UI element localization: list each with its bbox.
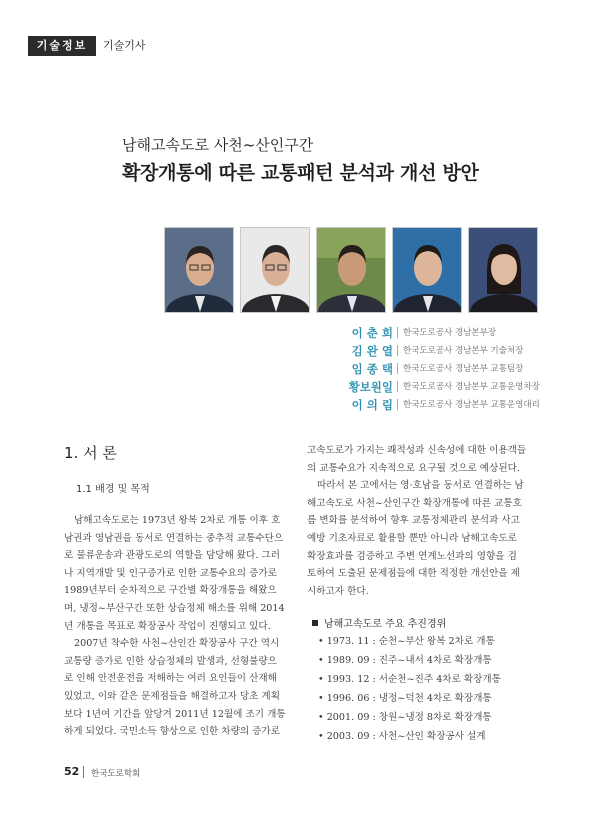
timeline-item: • 2001. 09 : 창원~냉정 8차로 확장개통 — [318, 712, 492, 723]
person-portrait-icon — [241, 228, 310, 313]
body-text-left — [64, 512, 294, 741]
timeline-item: • 1973. 11 : 순천~부산 왕복 2차로 개통 — [318, 636, 495, 647]
text-line: 예방 기초자료로 활용할 뿐만 아니라 남해고속도로 — [307, 532, 517, 544]
text-line: 름 변화를 분석하여 향후 교통정체관리 분석과 사고 — [307, 515, 520, 527]
author-name: 임 종 택 — [351, 362, 393, 376]
text-line: 해고속도로 사천~산인구간 확장개통에 따른 교통호 — [307, 497, 522, 509]
person-portrait-icon — [393, 228, 462, 313]
text-line: 교통량 증가로 인한 상습정체의 발생과, 선형불량으 — [64, 655, 277, 667]
author-photo — [240, 227, 310, 313]
text-line: 남해고속도로는 1973년 왕복 2차로 개통 이후 호 — [74, 515, 281, 526]
text-line: 로 물류운송과 관광도로의 역할을 담당해 왔다. 그러 — [64, 550, 280, 562]
text-line: 2007년 착수한 사천~산인간 확장공사 구간 역시 — [74, 638, 280, 650]
author-affiliation: 한국도로공사 경남본부 교통팀장 — [403, 364, 524, 374]
timeline-heading-text: 남해고속도로 주요 추진경위 — [324, 619, 447, 630]
timeline-item: • 2003. 09 : 사천~산인 확장공사 설계 — [318, 731, 486, 742]
section-tag: 기술정보 — [28, 36, 96, 56]
footer-divider — [83, 766, 84, 778]
author-name: 이 춘 희 — [351, 326, 393, 340]
person-portrait-icon — [469, 228, 538, 313]
author-divider — [397, 399, 398, 410]
section-label: 기술기사 — [103, 39, 146, 52]
running-header — [0, 36, 600, 56]
timeline-item: • 1993. 12 : 서순천~진주 4차로 확장개통 — [318, 674, 501, 685]
author-photo — [316, 227, 386, 313]
author-name: 김 완 열 — [351, 344, 393, 358]
article-title: 확장개통에 따른 교통패턴 분석과 개선 방안 — [122, 162, 479, 184]
text-line: 나 지역개발 및 인구증가로 인한 교통수요의 증가로 — [64, 567, 277, 579]
author-photo — [392, 227, 462, 313]
text-line: 년 개통을 목표로 확장공사 작업이 진행되고 있다. — [64, 620, 271, 632]
author-photo — [468, 227, 538, 313]
section-heading: 1. 서 론 — [64, 444, 117, 462]
timeline-heading — [312, 615, 446, 630]
text-line: 확장효과를 검증하고 주변 연계노선과의 영향을 검 — [307, 550, 517, 562]
author-name: 이 의 림 — [351, 398, 393, 412]
publisher-name: 한국도로학회 — [91, 769, 141, 779]
author-photo — [164, 227, 234, 313]
page-number: 52 — [64, 765, 80, 778]
author-affiliation: 한국도로공사 경남본부 교통운영차장 — [403, 382, 540, 392]
text-line: 고속도로가 가지는 쾌적성과 신속성에 대한 이용객들 — [307, 445, 527, 456]
text-line: 보다 1년여 기간을 앞당겨 2011년 12월에 조기 개통 — [64, 708, 286, 720]
author-affiliation: 한국도로공사 경남본부 교통운영대리 — [403, 400, 540, 410]
text-line: 따라서 본 고에서는 영·호남을 동서로 연결하는 남 — [317, 480, 524, 492]
text-line: 1989년부터 순차적으로 구간별 확장개통을 해왔으 — [64, 585, 277, 597]
text-line: 며, 냉정~부산구간 또한 상습정체 해소를 위해 2014 — [64, 602, 285, 614]
person-portrait-icon — [165, 228, 234, 313]
text-line: 토하여 도출된 문제점들에 대한 적정한 개선안을 제 — [307, 568, 520, 580]
timeline-item: • 1996. 06 : 냉정~덕천 4차로 확장개통 — [318, 693, 492, 704]
text-line: 로 인해 안전운전을 저해하는 여러 요인들이 산재해 — [64, 673, 277, 685]
body-text-right — [307, 442, 539, 600]
author-divider — [397, 345, 398, 356]
text-line: 의 교통수요가 지속적으로 요구될 것으로 예상된다. — [307, 462, 520, 474]
timeline-item: • 1989. 09 : 진주~내서 4차로 확장개통 — [318, 655, 492, 666]
text-line: 하게 되었다. 국민소득 향상으로 인한 차량의 증가로 — [64, 726, 280, 738]
author-divider — [397, 381, 398, 392]
subsection-heading: 1.1 배경 및 목적 — [76, 484, 150, 495]
text-line: 시하고자 한다. — [307, 585, 369, 597]
text-line: 있었고, 이와 같은 문제점들을 해결하고자 당초 계획 — [64, 690, 280, 702]
text-line: 남권과 영남권을 동서로 연결하는 중추적 교통수단으 — [64, 532, 284, 544]
square-bullet-icon — [312, 620, 318, 626]
author-name: 황보원일 — [348, 380, 393, 394]
author-divider — [397, 327, 398, 338]
article-subtitle: 남해고속도로 사천~산인구간 — [122, 136, 314, 154]
author-divider — [397, 363, 398, 374]
author-affiliation: 한국도로공사 경남본부 기술처장 — [403, 346, 524, 356]
author-affiliation: 한국도로공사 경남본부장 — [403, 328, 497, 338]
person-portrait-icon — [317, 228, 386, 313]
